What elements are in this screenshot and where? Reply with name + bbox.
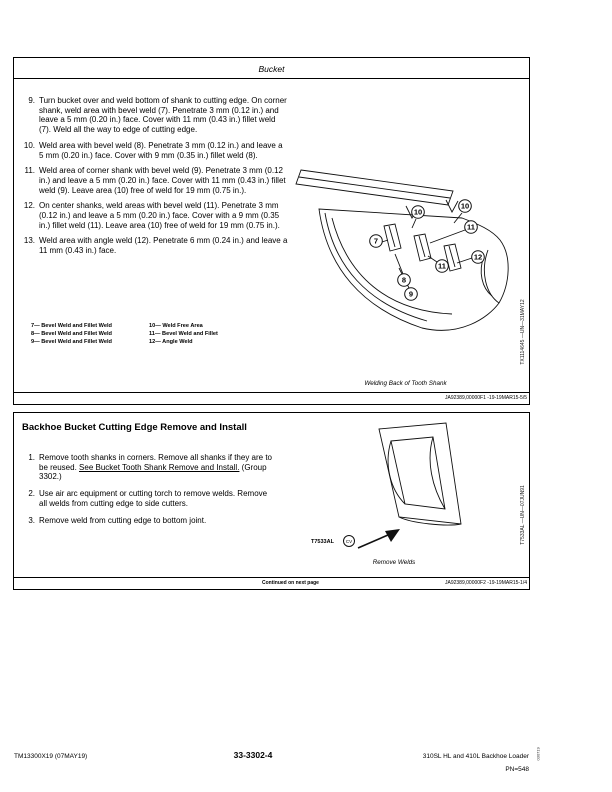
bucket-drawing bbox=[296, 170, 508, 330]
callout-10a bbox=[412, 206, 425, 219]
step-number: 12. bbox=[23, 201, 35, 211]
callout-number: 9 bbox=[408, 289, 414, 299]
step-text: Use air arc equipment or cutting torch to remove welds. Remove all welds from cutting edge to side cutters. bbox=[39, 489, 268, 508]
callout-8 bbox=[398, 274, 411, 287]
callout-number: 8 bbox=[401, 275, 407, 285]
reference-number: JA92389,00000F1 -19-19MAR15-5/5 bbox=[445, 395, 527, 401]
continued-note: Continued on next page bbox=[262, 580, 319, 586]
callout-12 bbox=[472, 251, 485, 264]
step-11 bbox=[21, 166, 289, 195]
reference-bar bbox=[14, 392, 529, 404]
legend-row bbox=[31, 338, 218, 346]
footer-page-number: 33-3302-4 bbox=[233, 750, 273, 760]
step-13 bbox=[21, 236, 289, 255]
footer-manual-number: TM13300X19 (07MAY19) bbox=[14, 753, 88, 760]
step-list-welding bbox=[21, 96, 289, 262]
step-number: 2. bbox=[28, 489, 35, 499]
step-number: 11. bbox=[24, 166, 35, 176]
figure-id-vertical: TX1114645 —UN—31MAY12 bbox=[520, 299, 526, 365]
section-bucket bbox=[13, 57, 530, 405]
legend-entry: 7— Bevel Weld and Fillet Weld bbox=[31, 323, 112, 329]
callout-number: 11 bbox=[467, 222, 475, 232]
step-text-part: (Group 3302.) bbox=[39, 462, 267, 482]
step-text: On center shanks, weld areas with bevel weld (11). Penetrate 3 mm (0.12 in.) and leave a 5 mm (0.20 in.) face. Cover with a 9 mm (0.35 in.) fillet weld (11). Leave area (10) free of weld for 19 mm (0.75 in.). bbox=[39, 201, 280, 230]
step-number: 13. bbox=[23, 236, 35, 246]
callout-number: 10 bbox=[413, 207, 423, 217]
page-title: Bucket bbox=[258, 64, 285, 74]
callout-10b bbox=[459, 200, 472, 213]
step-text: Weld area of corner shank with bevel weld (9). Penetrate 3 mm (0.12 in.) and leave a 5 mm (0.20 in.) face. Cover with 11 mm (0.43 in.) fillet weld (9). Leave area (10) free of weld for 19 mm (0.75 in.). bbox=[39, 166, 286, 195]
figure-legend bbox=[31, 322, 218, 347]
art-number-label: T7533AL bbox=[311, 539, 334, 545]
section-cutting-edge bbox=[13, 412, 530, 590]
step-text-part: Remove tooth shanks in corners. Remove all shanks if they are to be reused. bbox=[39, 453, 272, 472]
footer-date-code-vertical: 030719 bbox=[535, 747, 541, 761]
callout-11a bbox=[465, 221, 478, 234]
cutting-edge-drawing bbox=[358, 423, 461, 548]
cv-badge-text: CV bbox=[345, 539, 353, 544]
callout-11b bbox=[436, 260, 449, 273]
step-text: Remove weld from cutting edge to bottom joint. bbox=[39, 515, 207, 525]
footer-model-name: 310SL HL and 410L Backhoe Loader bbox=[422, 753, 529, 760]
legend-entry: 10— Weld Free Area bbox=[149, 323, 203, 329]
footer-pn-number: PN=548 bbox=[505, 766, 529, 773]
callout-number: 7 bbox=[373, 236, 379, 246]
legend-row bbox=[31, 330, 218, 338]
callout-9 bbox=[405, 288, 418, 301]
legend-entry: 12— Angle Weld bbox=[149, 339, 193, 346]
step-12 bbox=[21, 201, 289, 230]
step-number: 3. bbox=[28, 515, 35, 525]
cross-reference-link[interactable]: See Bucket Tooth Shank Remove and Install. bbox=[79, 462, 240, 472]
legend-entry: 11— Bevel Weld and Fillet bbox=[149, 331, 218, 338]
step-10 bbox=[21, 141, 289, 160]
step-number: 1. bbox=[28, 453, 35, 462]
step-number: 10. bbox=[23, 140, 35, 150]
section-title: Backhoe Bucket Cutting Edge Remove and Install bbox=[22, 422, 247, 433]
step-number: 9. bbox=[28, 96, 35, 105]
step-9 bbox=[21, 96, 289, 135]
step-list-cutting-edge bbox=[21, 453, 273, 532]
figure-welding-tooth-shank bbox=[292, 156, 530, 371]
step-text: Weld area with angle weld (12). Penetrate 6 mm (0.24 in.) and leave a 11 mm (0.43 in.) face. bbox=[39, 236, 288, 256]
figure-remove-welds bbox=[296, 419, 491, 559]
callout-number: 11 bbox=[438, 261, 446, 271]
step-1 bbox=[21, 453, 273, 482]
callout-number: 12 bbox=[473, 252, 483, 262]
figure-caption: Welding Back of Tooth Shank bbox=[364, 380, 447, 387]
step-2 bbox=[21, 489, 273, 508]
legend-entry: 9— Bevel Weld and Fillet Weld bbox=[31, 339, 112, 346]
step-text: Weld area with bevel weld (8). Penetrate 3 mm (0.12 in.) and leave a 5 mm (0.20 in.) face. Cover with 9 mm (0.35 in.) fillet weld (8). bbox=[39, 140, 283, 160]
callout-number: 10 bbox=[460, 201, 470, 211]
step-text: Turn bucket over and weld bottom of shank to cutting edge. On corner shank, weld area with bevel weld (7). Penetrate 3 mm (0.12 in.) and leave a 5 mm (0.20 in.) face. Cover with 11 mm (0.43 in.) fillet weld (7). Weld all the way to edge of cutting edge. bbox=[39, 96, 287, 135]
legend-row bbox=[31, 322, 218, 330]
reference-number: JA92389,00000F2 -19-19MAR15-1/4 bbox=[445, 580, 527, 586]
reference-bar bbox=[14, 577, 529, 589]
figure-id-vertical: T7533AL —UN—07JUN91 bbox=[520, 485, 526, 545]
figure-caption: Remove Welds bbox=[372, 559, 416, 566]
page-header bbox=[14, 58, 529, 79]
callout-7 bbox=[370, 235, 383, 248]
step-3 bbox=[21, 516, 273, 526]
legend-entry: 8— Bevel Weld and Fillet Weld bbox=[31, 331, 112, 338]
step-text bbox=[39, 453, 273, 482]
